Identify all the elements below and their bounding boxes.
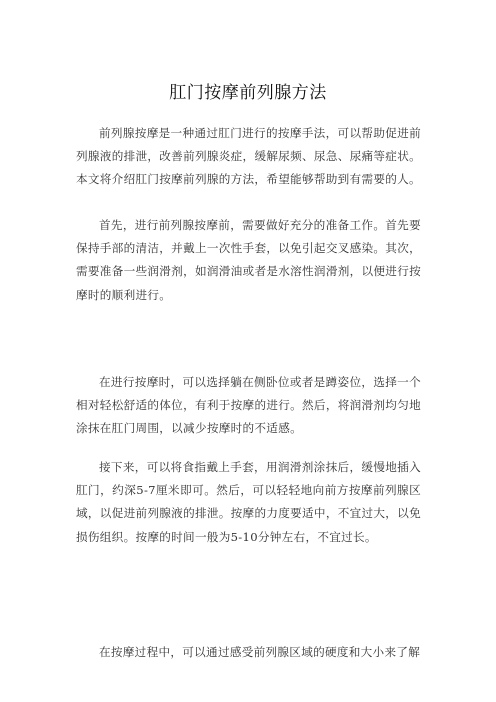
document-title: 肛门按摩前列腺方法	[169, 83, 327, 103]
paragraph-observation: 在按摩过程中，可以通过感受前列腺区域的硬度和大小来了解	[99, 645, 421, 659]
paragraph-position: 在进行按摩时，可以选择躺在侧卧位或者是蹲姿位，选择一个相对轻松舒适的体位，有利于按摩的进行。然后，将润滑剂均匀地涂抹在肛门周围，以减少按摩时的不适感。	[76, 375, 421, 436]
paragraph-intro: 前列腺按摩是一种通过肛门进行的按摩手法，可以帮助促进前列腺液的排泄，改善前列腺炎症，缓解尿频、尿急、尿痛等症状。本文将介绍肛门按摩前列腺的方法，希望能够帮助到有需要的人。	[76, 126, 421, 187]
paragraph-procedure: 接下来，可以将食指戴上手套，用润滑剂涂抹后，缓慢地插入肛门，约深5-7厘米即可。然后，可以轻轻地向前方按摩前列腺区域，以促进前列腺液的排泄。按摩的力度要适中，不宜过大，以免损伤组织。按摩的时间一般为5-10分钟左右，不宜过长。	[76, 460, 421, 544]
paragraph-preparation: 首先，进行前列腺按摩前，需要做好充分的准备工作。首先要保持手部的清洁，并戴上一次性手套，以免引起交叉感染。其次，需要准备一些润滑剂，如润滑油或者是水溶性润滑剂，以便进行按摩时的顺利进行。	[76, 218, 421, 302]
